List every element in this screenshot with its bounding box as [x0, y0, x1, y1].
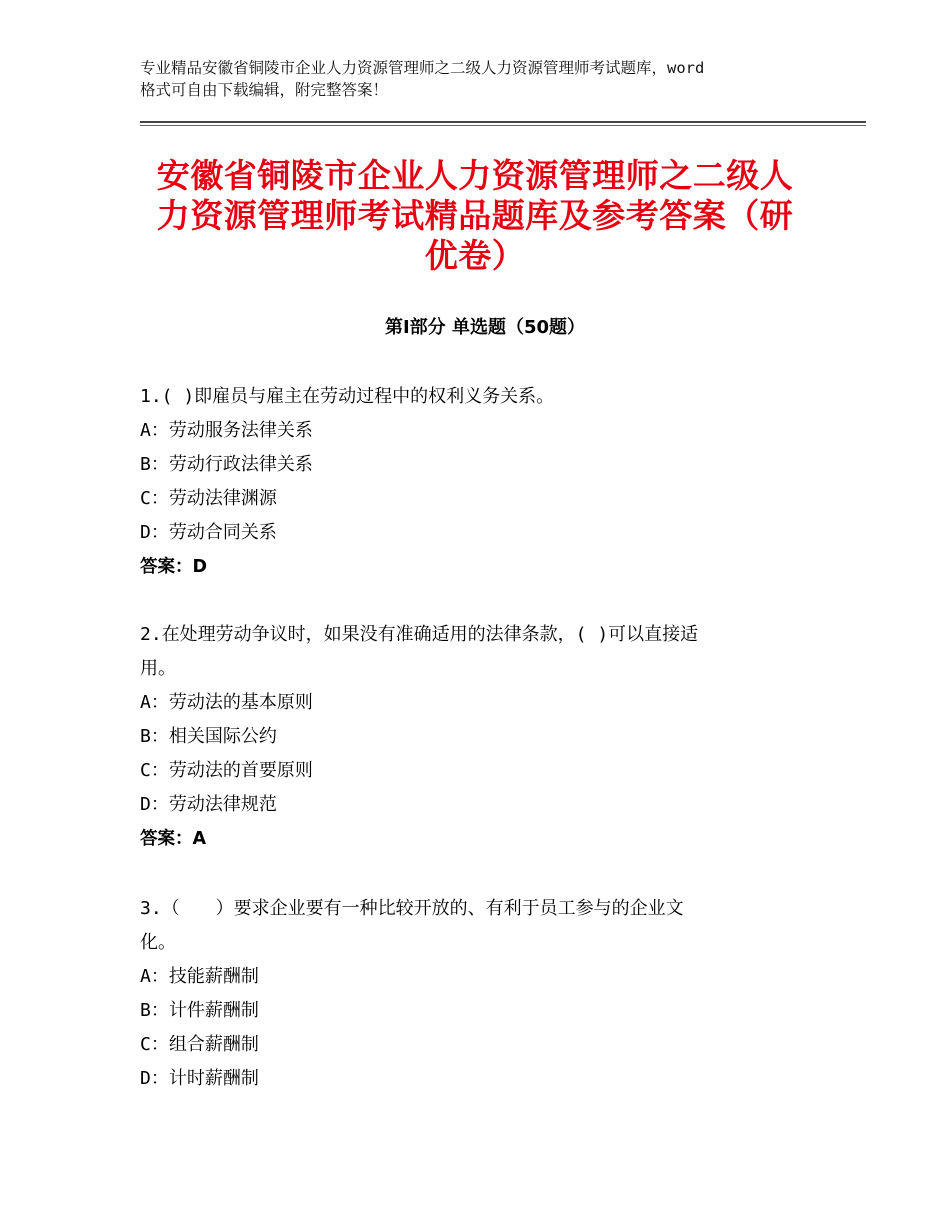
option-c: C：劳动法的首要原则	[140, 760, 313, 781]
option-d: D：劳动合同关系	[140, 522, 277, 543]
header-divider	[140, 121, 866, 123]
section-heading: 第Ⅰ部分 单选题（50题）	[384, 317, 585, 338]
question-1	[140, 380, 810, 584]
option-d: D：计时薪酬制	[140, 1068, 259, 1089]
option-b: B：计件薪酬制	[140, 1000, 259, 1021]
question-stem-continued: 化。	[140, 932, 176, 953]
question-2	[140, 618, 810, 856]
title-line-2: 力资源管理师考试精品题库及参考答案（研	[156, 196, 794, 235]
title-line-1: 安徽省铜陵市企业人力资源管理师之二级人	[156, 156, 794, 195]
option-b: B：劳动行政法律关系	[140, 454, 313, 475]
answer: 答案：D	[140, 557, 208, 577]
answer: 答案：A	[140, 829, 207, 849]
question-stem: 1.( )即雇员与雇主在劳动过程中的权利义务关系。	[140, 386, 555, 407]
header-note	[140, 57, 830, 101]
header-divider-thin	[140, 125, 866, 126]
option-a: A：劳动法的基本原则	[140, 692, 313, 713]
title-line-3: 优卷）	[424, 236, 526, 275]
header-note-line-2: 格式可自由下载编辑，附完整答案！	[140, 81, 389, 99]
question-3	[140, 892, 810, 1096]
option-c: C：组合薪酬制	[140, 1034, 259, 1055]
question-stem: 3.（ ）要求企业要有一种比较开放的、有利于员工参与的企业文	[140, 898, 684, 919]
option-b: B：相关国际公约	[140, 726, 277, 747]
header-note-line-1: 专业精品安徽省铜陵市企业人力资源管理师之二级人力资源管理师考试题库，word	[140, 59, 705, 77]
option-c: C：劳动法律渊源	[140, 488, 277, 509]
document-title	[130, 156, 820, 276]
option-a: A：技能薪酬制	[140, 966, 259, 987]
question-stem-continued: 用。	[140, 658, 176, 679]
option-d: D：劳动法律规范	[140, 794, 277, 815]
question-stem: 2.在处理劳动争议时，如果没有准确适用的法律条款，( )可以直接适	[140, 624, 699, 645]
option-a: A：劳动服务法律关系	[140, 420, 313, 441]
